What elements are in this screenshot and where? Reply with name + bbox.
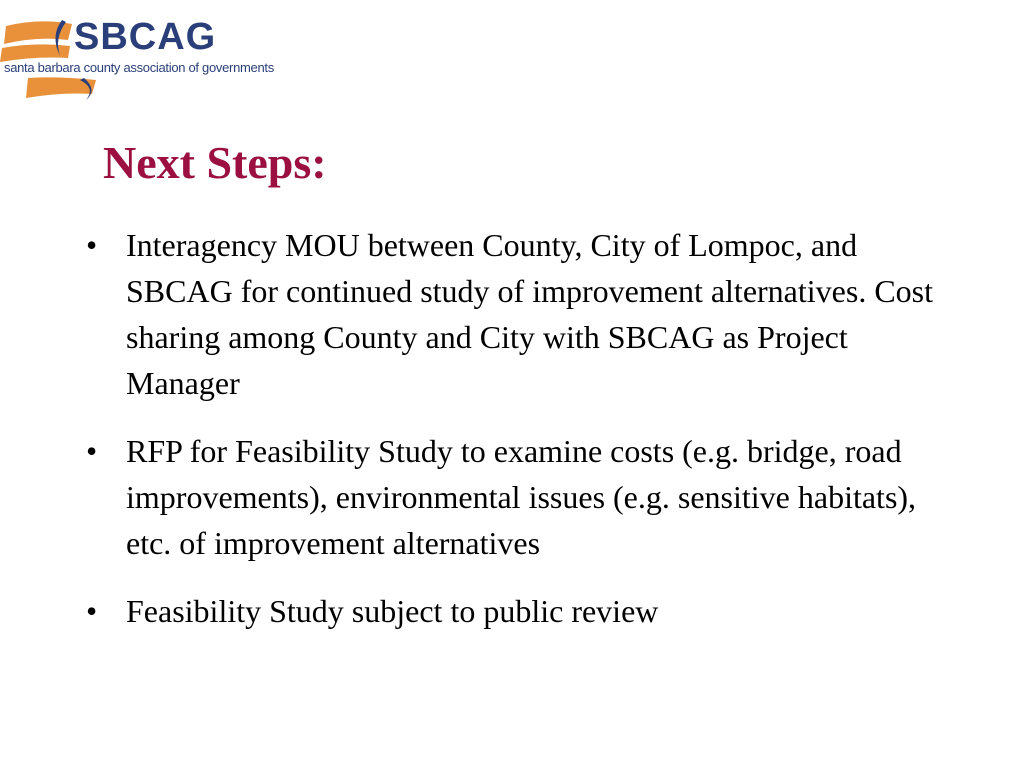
bullet-text: Feasibility Study subject to public review <box>126 593 659 629</box>
bullet-list <box>84 222 944 656</box>
bullet-dot-icon: • <box>86 433 98 469</box>
sbcag-logo <box>0 14 274 104</box>
bullet-dot-icon: • <box>86 227 98 263</box>
bullet-item <box>84 428 944 566</box>
bullet-text: Interagency MOU between County, City of Lompoc, and SBCAG for continued study of improvement alternatives. Cost sharing among County and City with SBCAG as Project Manager <box>126 227 933 401</box>
slide-title: Next Steps: <box>103 137 327 188</box>
bullet-item <box>84 222 944 406</box>
bullet-item <box>84 588 944 634</box>
logo-tagline: santa barbara county association of governments <box>4 60 274 75</box>
bullet-dot-icon: • <box>86 593 98 629</box>
bullet-text: RFP for Feasibility Study to examine costs (e.g. bridge, road improvements), environmental issues (e.g. sensitive habitats), etc. of improvement alternatives <box>126 433 917 561</box>
logo-wordmark: SBCAG <box>74 16 217 58</box>
